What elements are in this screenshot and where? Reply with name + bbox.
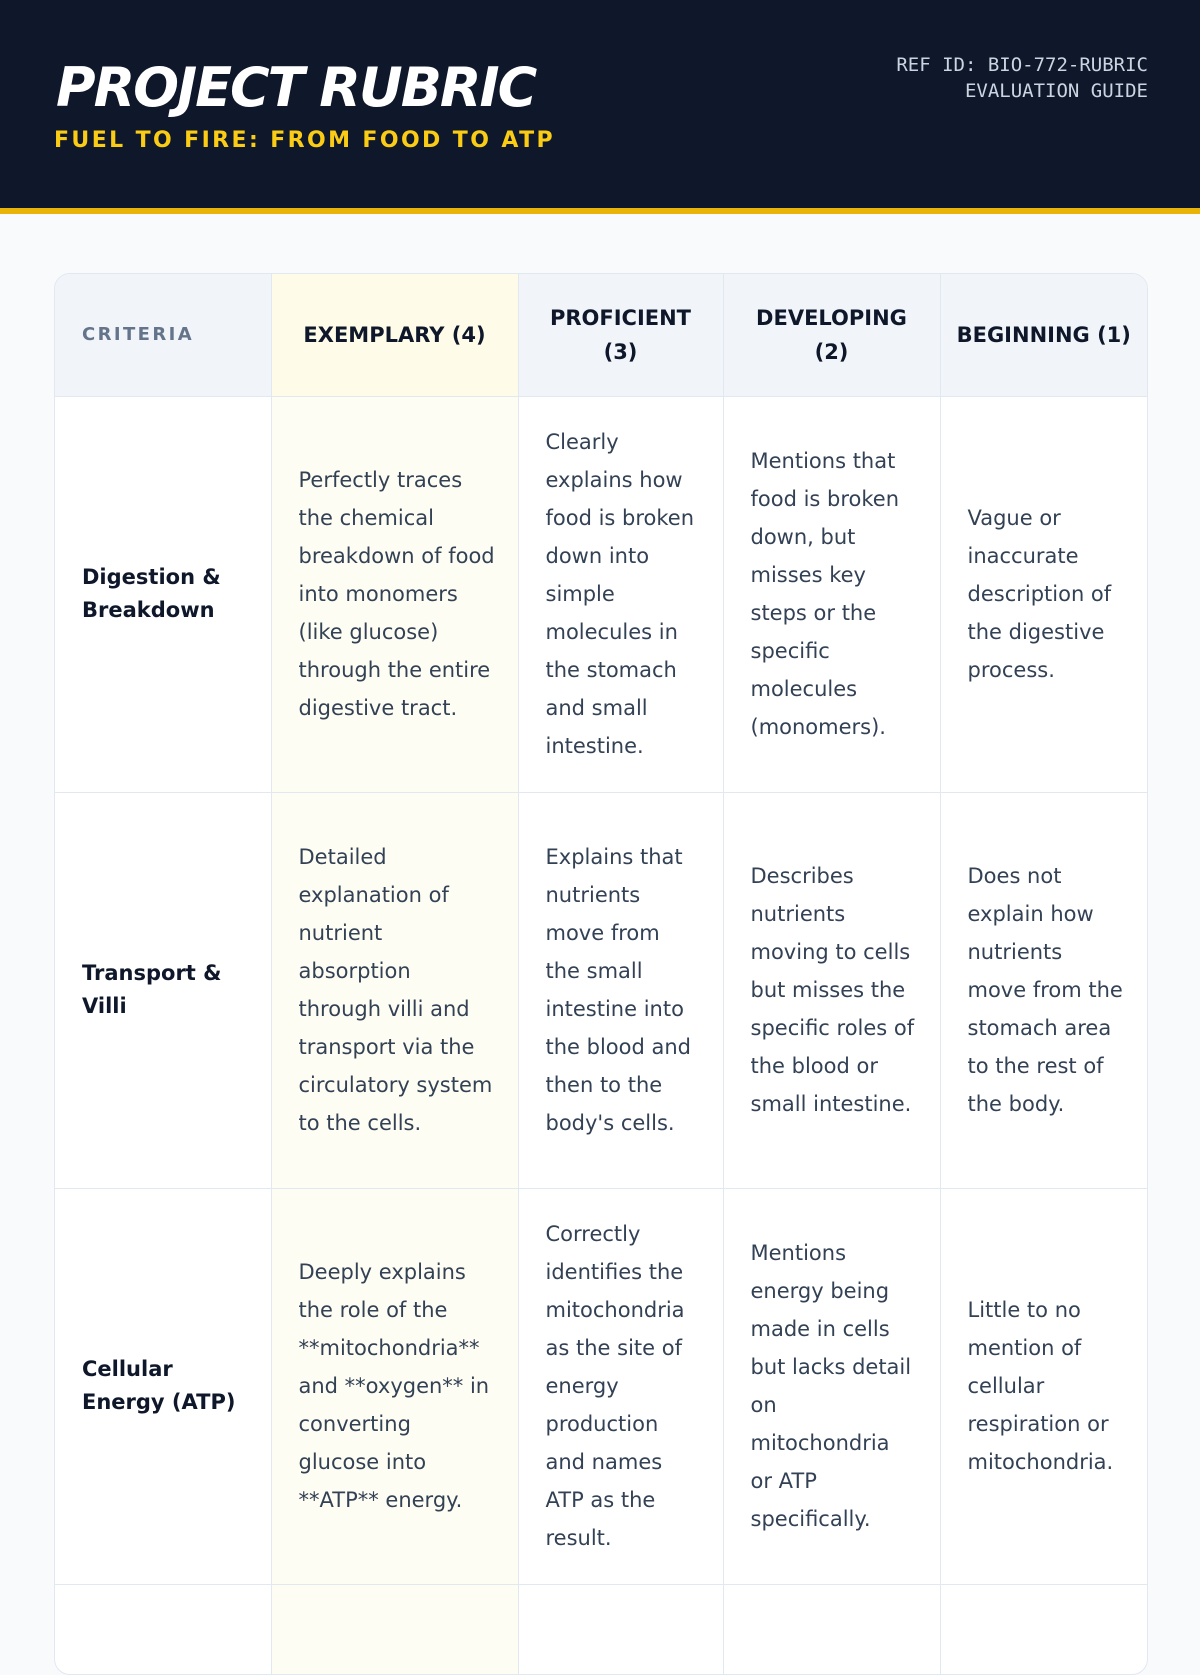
table-row	[55, 1584, 1147, 1675]
exemplary-cell: Perfectly traces the chemical breakdown of food into monomers (like glucose) through the entire digestive tract.	[271, 396, 518, 792]
proficient-cell: Clearly explains how food is broken down into simple molecules in the stomach and small intestine.	[518, 396, 723, 792]
criteria-cell: Cellular Energy (ATP)	[55, 1188, 271, 1584]
beginning-cell: Does not explain how nutrients move from the stomach area to the rest of the body.	[940, 792, 1147, 1188]
column-header-exemplary: EXEMPLARY (4)	[271, 274, 518, 396]
developing-cell: Describes nutrients moving to cells but misses the specific roles of the blood or small intestine.	[723, 792, 940, 1188]
exemplary-cell	[271, 1584, 518, 1675]
rubric-table-card	[54, 273, 1148, 1675]
rubric-table	[55, 274, 1147, 1675]
developing-cell: Mentions that food is broken down, but misses key steps or the specific molecules (monomers).	[723, 396, 940, 792]
criteria-cell: Transport & Villi	[55, 792, 271, 1188]
column-header-proficient: PROFICIENT (3)	[518, 274, 723, 396]
page-subtitle: FUEL TO FIRE: FROM FOOD TO ATP	[54, 128, 555, 153]
ref-label: EVALUATION GUIDE	[964, 80, 1148, 102]
ref-id: REF ID: BIO-772-RUBRIC	[896, 54, 1148, 76]
column-header-beginning: BEGINNING (1)	[940, 274, 1147, 396]
reference-block	[896, 52, 1148, 104]
criteria-cell: Digestion & Breakdown	[55, 396, 271, 792]
table-header-row	[55, 274, 1147, 396]
page-title: PROJECT RUBRIC	[56, 56, 536, 119]
exemplary-cell: Deeply explains the role of the **mitochondria** and **oxygen** in converting glucose into **ATP** energy.	[271, 1188, 518, 1584]
beginning-cell	[940, 1584, 1147, 1675]
developing-cell	[723, 1584, 940, 1675]
proficient-cell: Correctly identifies the mitochondria as the site of energy production and names ATP as the result.	[518, 1188, 723, 1584]
criteria-cell	[55, 1584, 271, 1675]
table-row	[55, 1188, 1147, 1584]
exemplary-cell: Detailed explanation of nutrient absorption through villi and transport via the circulatory system to the cells.	[271, 792, 518, 1188]
column-header-developing: DEVELOPING (2)	[723, 274, 940, 396]
developing-cell: Mentions energy being made in cells but lacks detail on mitochondria or ATP specifically.	[723, 1188, 940, 1584]
proficient-cell	[518, 1584, 723, 1675]
page-header	[0, 0, 1200, 214]
table-row	[55, 396, 1147, 792]
column-header-criteria: CRITERIA	[55, 274, 271, 396]
proficient-cell: Explains that nutrients move from the small intestine into the blood and then to the body's cells.	[518, 792, 723, 1188]
beginning-cell: Vague or inaccurate description of the digestive process.	[940, 396, 1147, 792]
table-row	[55, 792, 1147, 1188]
beginning-cell: Little to no mention of cellular respiration or mitochondria.	[940, 1188, 1147, 1584]
